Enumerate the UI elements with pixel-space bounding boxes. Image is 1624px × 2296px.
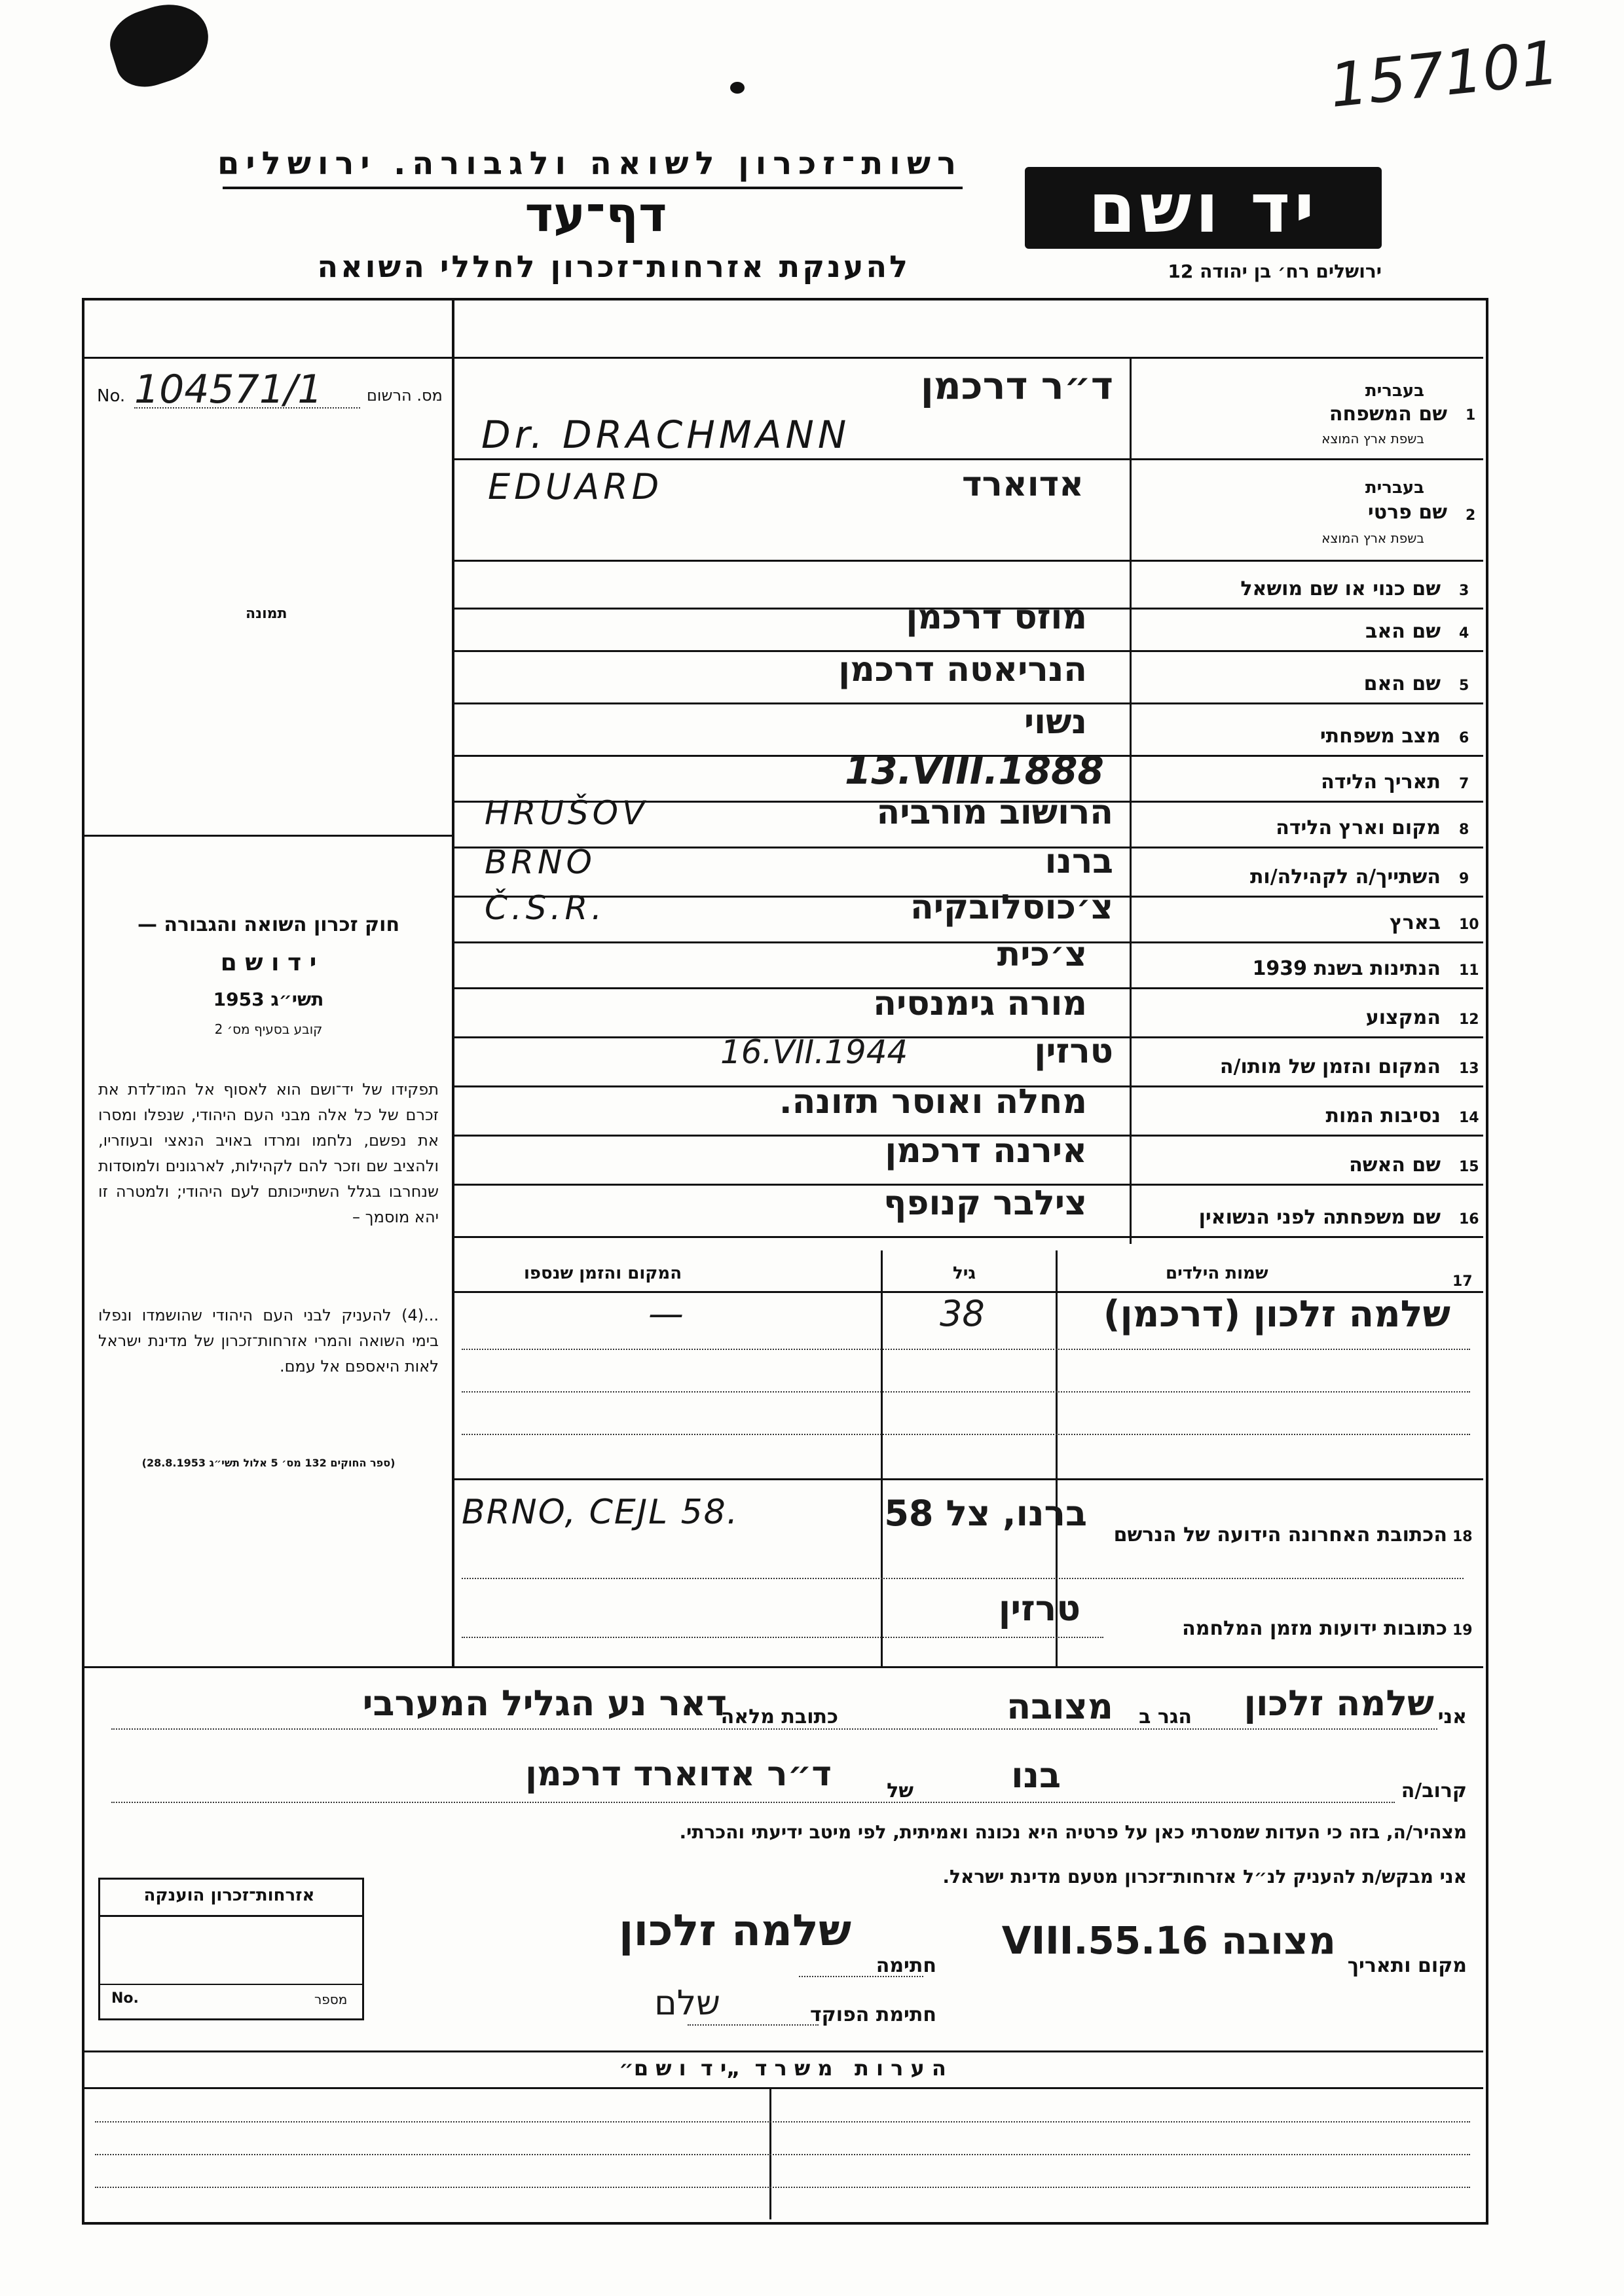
field-8-value-hebrew: הרושוב מורביה bbox=[876, 793, 1113, 832]
decl-place-date: מצובה 16.VIII.55 bbox=[1001, 1918, 1336, 1963]
field-5-label: שם האם bbox=[1363, 672, 1441, 695]
field-13-value-latin: 16.VII.1944 bbox=[720, 1033, 908, 1071]
field-17-number: 17 bbox=[1452, 1273, 1473, 1290]
field-2-label: שם פרטי bbox=[1367, 501, 1447, 524]
field-10-value-latin: Č.S.R. bbox=[485, 889, 606, 927]
left-column-divider bbox=[452, 298, 454, 1666]
decl-signature: שלמה זלכון bbox=[618, 1905, 851, 1956]
child-1-name: שלמה זלכון (דרכמן) bbox=[1103, 1293, 1450, 1336]
field-15-label: שם האשה bbox=[1349, 1154, 1441, 1176]
field-2-sub-hebrew: בעברית bbox=[1365, 478, 1424, 498]
field-9-value-hebrew: ברנו bbox=[1044, 842, 1113, 881]
left-col-hline bbox=[82, 357, 1483, 359]
child-1-place: — bbox=[648, 1293, 684, 1334]
field-1-sub-origin: בשפת ארץ המוצא bbox=[1321, 431, 1424, 446]
field-19-value: טרזין bbox=[998, 1588, 1080, 1629]
field-14-value: מחלה ואוסר תזונה. bbox=[779, 1082, 1087, 1121]
field-14-label: נסיבות המות bbox=[1325, 1104, 1441, 1127]
field-12-label: המקצוע bbox=[1365, 1006, 1441, 1029]
field-18-label: הכתובת האחרונה הידועה של הנרשם bbox=[1113, 1523, 1447, 1546]
field-5-number: 5 bbox=[1459, 678, 1469, 694]
field-8-number: 8 bbox=[1459, 822, 1469, 838]
office-notes-title: ה ע ר ו ת מ ש ר ד „י ד ו ש ם״ bbox=[619, 2056, 946, 2081]
field-13-label: המקום והזמן של מותו/ה bbox=[1219, 1055, 1441, 1078]
field-6-value: נשוי bbox=[1024, 702, 1087, 742]
field-16-number: 16 bbox=[1459, 1211, 1479, 1228]
decl-officer-label: חתימת הפוקד bbox=[810, 2003, 936, 2026]
child-1-age: 38 bbox=[940, 1293, 985, 1334]
field-7-value: 13.VIII.1888 bbox=[845, 748, 1104, 793]
field-7-number: 7 bbox=[1459, 776, 1469, 792]
decl-declarant: שלמה זלכון bbox=[1244, 1683, 1434, 1724]
field-8-value-latin: HRUŠOV bbox=[485, 794, 649, 832]
ink-blot bbox=[102, 0, 219, 95]
field-5-value: הנריאטה דרכמן bbox=[838, 650, 1087, 689]
law-year: תשי״ג 1953 bbox=[213, 989, 324, 1010]
decl-relation: בנו bbox=[1011, 1755, 1061, 1796]
field-18-value-latin: BRNO, CEJL 58. bbox=[462, 1493, 739, 1532]
field-1-value-latin: Dr. DRACHMANN bbox=[481, 412, 851, 457]
field-12-value: מורה גימנסיה bbox=[873, 984, 1087, 1023]
field-9-label: השתייך/ה לקהילה/ות bbox=[1249, 866, 1441, 888]
stamp-box-no: No. bbox=[111, 1990, 139, 2007]
photo-label: תמונה bbox=[246, 606, 287, 622]
field-19-label: כתובות ידועות מזמן המלחמה bbox=[1182, 1617, 1447, 1640]
decl-full-address: דאר נע הגליל המערבי bbox=[362, 1683, 727, 1724]
field-12-number: 12 bbox=[1459, 1011, 1479, 1028]
decl-officer-sig: שלם bbox=[654, 1984, 720, 2023]
field-8-label: מקום וארץ הלידה bbox=[1276, 816, 1441, 839]
field-10-number: 10 bbox=[1459, 917, 1479, 933]
office-notes-top bbox=[82, 2050, 1483, 2052]
decl-resides-label: הגר ב bbox=[1139, 1705, 1192, 1728]
law-paragraph-1: תפקידו של יד־ושם הוא לאסוף אל המו־לדת את זכרם של כל אלה מבני העם היהודי, שנפלו ומסרו את נפשם, נלחמו ומרדו באויב הנאצי ובעוזריו, ולהציב שם וזכר להם לקהילות, לארגונים ולמוסדות שנחרבו בגלל השתייכותם לעם היהודי; ולמטרה זו יהא מוסמך – bbox=[98, 1080, 439, 1226]
field-11-label: הנתינות בשנת 1939 bbox=[1252, 957, 1441, 980]
field-2-value-latin: EDUARD bbox=[488, 466, 663, 507]
law-title: חוק זכרון השואה והגבורה — bbox=[137, 913, 400, 936]
field-1-value-hebrew: ד״ר דרכמן bbox=[920, 363, 1113, 408]
field-1-label: שם המשפחה bbox=[1329, 403, 1447, 426]
field-4-value: מוזס דרכמן bbox=[906, 598, 1087, 637]
decl-of-label: של bbox=[887, 1779, 913, 1802]
decl-i-am: אני bbox=[1437, 1705, 1467, 1728]
field-1-sub-hebrew: בעברית bbox=[1365, 381, 1424, 401]
field-3-number: 3 bbox=[1459, 583, 1469, 599]
section-18-top bbox=[454, 1478, 1483, 1480]
field-19-number: 19 bbox=[1452, 1622, 1473, 1639]
field-9-number: 9 bbox=[1459, 871, 1469, 887]
field-11-value: צ׳כית bbox=[997, 935, 1087, 974]
field-7-label: תאריך הלידה bbox=[1321, 771, 1441, 793]
logo-address: ירושלים רח׳ בן יהודה 12 bbox=[1168, 261, 1382, 282]
children-col-age: גיל bbox=[953, 1264, 976, 1283]
field-3-label: שם כנוי או שם מושאל bbox=[1240, 577, 1441, 600]
field-6-label: מצב משפחתי bbox=[1320, 725, 1441, 748]
decl-full-address-label: כתובת מלאה bbox=[720, 1705, 838, 1728]
form-subtitle: להענקת אזרחות־זכרון לחללי השואה bbox=[317, 249, 910, 284]
form-title: דף־עד bbox=[525, 187, 667, 243]
law-paragraph-2: ...(4) להעניק לבני העם היהודי שהושמדו ונפלו בימי השואה והמרי אזרחות־זכרון של מדינת ישראל לאות היאספם אל עמם. bbox=[98, 1306, 439, 1376]
field-15-number: 15 bbox=[1459, 1159, 1479, 1175]
yad-vashem-logo bbox=[1025, 167, 1382, 249]
ink-speck bbox=[730, 82, 745, 94]
field-10-label: בארץ bbox=[1389, 911, 1441, 934]
decl-statement: מצהיר/ה, בזה כי העדות שמסרתי כאן על פרטיה היא נכונה ואמיתית, לפי מיטב ידיעתי והכרתי. bbox=[679, 1821, 1467, 1843]
registration-label: מס. הרשום bbox=[367, 386, 443, 405]
law-clause: קובע בסעיף מס׳ 2 bbox=[214, 1021, 323, 1037]
decl-signature-label: חתימה bbox=[876, 1954, 936, 1977]
field-4-number: 4 bbox=[1459, 625, 1469, 642]
law-name: י ד ו ש ם bbox=[220, 949, 317, 976]
field-15-value: אירנה דרכמן bbox=[885, 1131, 1087, 1171]
field-2-value-hebrew: אדוארד bbox=[961, 465, 1084, 504]
field-10-value-hebrew: צ׳כוסלובקיה bbox=[910, 888, 1113, 927]
field-18-number: 18 bbox=[1452, 1529, 1473, 1545]
section-declaration-top bbox=[82, 1666, 1483, 1668]
decl-place-date-label: מקום ותאריך bbox=[1347, 1954, 1467, 1977]
field-18-value-hebrew: ברנו, צל 58 bbox=[884, 1493, 1087, 1534]
field-2-sub-origin: בשפת ארץ המוצא bbox=[1321, 530, 1424, 546]
field-2-number: 2 bbox=[1466, 507, 1476, 524]
registration-number: 104571/1 bbox=[134, 367, 323, 412]
field-16-label: שם משפחתה לפני הנשואין bbox=[1198, 1206, 1441, 1229]
field-14-number: 14 bbox=[1459, 1110, 1479, 1126]
field-16-value: צילבר קנופף bbox=[883, 1184, 1087, 1223]
decl-request: אני מבקש/ת להעניק לנ״ל אזרחות־זכרון מטעם מדינת ישראל. bbox=[942, 1866, 1467, 1887]
stamp-box-title: אזרחות־זכרון הוענקה bbox=[143, 1886, 315, 1905]
left-col-hline2 bbox=[82, 835, 452, 837]
field-13-value-hebrew: טרזין bbox=[1034, 1032, 1113, 1071]
registration-no-prefix: No. bbox=[97, 386, 126, 406]
children-col-place: המקום והזמן שנספו bbox=[524, 1264, 682, 1283]
field-11-number: 11 bbox=[1459, 962, 1479, 979]
reference-number: 157101 bbox=[1326, 27, 1562, 122]
field-6-number: 6 bbox=[1459, 730, 1469, 746]
field-13-number: 13 bbox=[1459, 1061, 1479, 1077]
field-1-number: 1 bbox=[1466, 407, 1476, 424]
stamp-box-number-label: מספר bbox=[314, 1992, 348, 2007]
field-9-value-latin: BRNO bbox=[485, 843, 596, 881]
decl-relative-label: קרוב/ה bbox=[1401, 1779, 1467, 1802]
children-col-names: שמות הילדים bbox=[1166, 1264, 1268, 1283]
field-4-label: שם האב bbox=[1365, 620, 1441, 643]
decl-town: מצובה bbox=[1006, 1686, 1113, 1727]
children-col-divider-1 bbox=[881, 1250, 883, 1666]
logo-text: יד ושם bbox=[1088, 168, 1318, 248]
authority-title: רשות־זכרון לשואה ולגבורה. ירושלים bbox=[217, 145, 963, 182]
law-citation: (ספר החוקים 132 מס׳ 5 אלול תשי״ג 28.8.1953) bbox=[141, 1457, 396, 1469]
decl-deceased: ד״ר אדוארד דרכמן bbox=[525, 1755, 832, 1794]
